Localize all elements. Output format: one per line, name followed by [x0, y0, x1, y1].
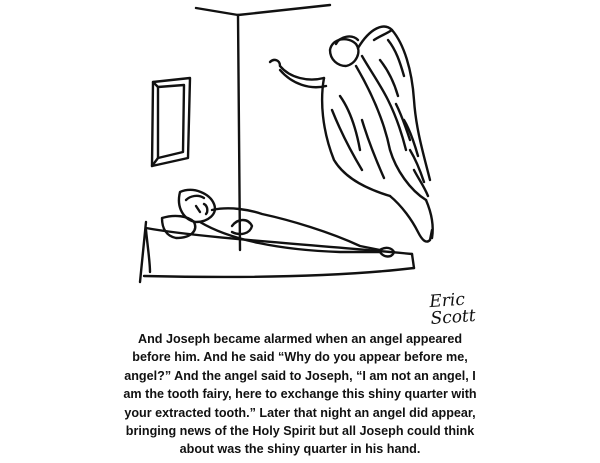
caption-line: bringing news of the Holy Spirit but all Joseph could think [125, 424, 475, 439]
caption-line: about was the shiny quarter in his hand. [179, 442, 421, 457]
caption-line: am the tooth fairy, here to exchange this shiny quarter with [123, 387, 477, 402]
caption-line: And Joseph became alarmed when an angel appeared [137, 332, 463, 346]
cartoon-caption [120, 330, 480, 459]
caption-line: before him. And he said “Why do you appear before me, [132, 350, 468, 365]
sleeping-joseph [162, 190, 394, 257]
signature-last-name: Scott [429, 305, 477, 330]
signature-first-name: Eric [428, 289, 466, 313]
window [152, 78, 190, 166]
angel [270, 27, 433, 242]
artist-signature [429, 290, 491, 328]
caption-line: angel?” And the angel said to Joseph, “I am not an angel, I [124, 368, 476, 383]
caption-line: your extracted tooth.” Later that night an angel did appear, [124, 405, 476, 420]
